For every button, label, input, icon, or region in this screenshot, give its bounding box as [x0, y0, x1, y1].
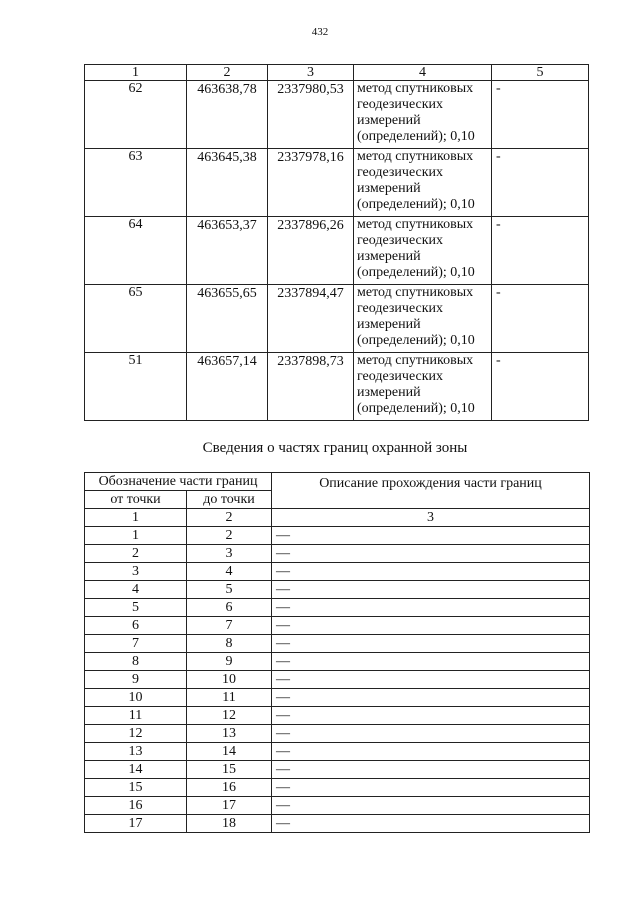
from-point-cell: 14: [85, 761, 187, 779]
point-number-cell: 51: [85, 353, 187, 421]
to-point-cell: 8: [187, 635, 272, 653]
method-line: (определений); 0,10: [357, 129, 475, 144]
from-point-cell: 12: [85, 725, 187, 743]
col5-cell: -: [492, 353, 589, 421]
from-point-cell: 15: [85, 779, 187, 797]
table-row: [85, 527, 590, 545]
col5-cell: -: [492, 81, 589, 149]
coordinates-table-body: [85, 65, 589, 421]
table-row: [85, 707, 590, 725]
from-point-cell: 8: [85, 653, 187, 671]
from-point-cell: 9: [85, 671, 187, 689]
y-coordinate-cell: 2337896,26: [268, 217, 354, 285]
col5-cell: -: [492, 285, 589, 353]
boundary-part-designation-header: Обозначение части границ: [85, 473, 272, 491]
table-row: [85, 599, 590, 617]
method-line: геодезических: [357, 233, 444, 248]
description-cell: —: [272, 635, 590, 653]
coordinates-table: [84, 64, 589, 421]
method-line: геодезических: [357, 369, 444, 384]
table-row: [85, 149, 589, 217]
description-cell: —: [272, 599, 590, 617]
table-row: [85, 563, 590, 581]
column-number-2: 2: [187, 65, 268, 81]
table-row: [85, 815, 590, 833]
from-point-cell: 10: [85, 689, 187, 707]
method-line: (определений); 0,10: [357, 401, 475, 416]
method-line: геодезических: [357, 97, 444, 112]
from-point-cell: 6: [85, 617, 187, 635]
method-line: (определений); 0,10: [357, 197, 475, 212]
to-point-cell: 18: [187, 815, 272, 833]
x-coordinate-cell: 463653,37: [187, 217, 268, 285]
method-line: метод спутниковых: [357, 353, 474, 368]
method-line: измерений: [357, 385, 421, 400]
y-coordinate-cell: 2337898,73: [268, 353, 354, 421]
description-cell: —: [272, 527, 590, 545]
boundary-parts-table: [84, 472, 590, 833]
method-line: измерений: [357, 249, 421, 264]
to-point-cell: 2: [187, 527, 272, 545]
table-row: [85, 545, 590, 563]
description-cell: —: [272, 797, 590, 815]
table-row: [85, 285, 589, 353]
to-point-cell: 7: [187, 617, 272, 635]
method-line: метод спутниковых: [357, 217, 474, 232]
to-point-cell: 5: [187, 581, 272, 599]
method-line: геодезических: [357, 165, 444, 180]
y-coordinate-cell: 2337978,16: [268, 149, 354, 217]
description-cell: —: [272, 815, 590, 833]
method-line: геодезических: [357, 301, 444, 316]
from-point-cell: 17: [85, 815, 187, 833]
to-point-cell: 17: [187, 797, 272, 815]
point-number-cell: 65: [85, 285, 187, 353]
table-row: [85, 635, 590, 653]
x-coordinate-cell: 463638,78: [187, 81, 268, 149]
column-number-5: 5: [492, 65, 589, 81]
page-number: 432: [311, 26, 329, 38]
to-point-cell: 16: [187, 779, 272, 797]
table-row: [85, 761, 590, 779]
to-point-cell: 6: [187, 599, 272, 617]
column-number-2: 2: [187, 509, 272, 527]
from-point-cell: 7: [85, 635, 187, 653]
coordinates-header-row: [85, 65, 589, 81]
table-row: [85, 797, 590, 815]
point-number-cell: 63: [85, 149, 187, 217]
method-line: (определений); 0,10: [357, 333, 475, 348]
from-point-cell: 5: [85, 599, 187, 617]
table-row: [85, 81, 589, 149]
method-cell: [354, 217, 492, 285]
x-coordinate-cell: 463655,65: [187, 285, 268, 353]
method-cell: [354, 353, 492, 421]
y-coordinate-cell: 2337894,47: [268, 285, 354, 353]
parts-number-row: [85, 509, 590, 527]
x-coordinate-cell: 463645,38: [187, 149, 268, 217]
to-point-cell: 12: [187, 707, 272, 725]
parts-header-row-1: [85, 473, 590, 491]
method-cell: [354, 285, 492, 353]
boundary-description-header: Описание прохождения части границ: [272, 473, 590, 509]
table-row: [85, 217, 589, 285]
table-row: [85, 779, 590, 797]
to-point-cell: 9: [187, 653, 272, 671]
method-line: метод спутниковых: [357, 149, 474, 164]
description-cell: —: [272, 743, 590, 761]
table-row: [85, 725, 590, 743]
to-point-cell: 13: [187, 725, 272, 743]
y-coordinate-cell: 2337980,53: [268, 81, 354, 149]
description-cell: —: [272, 653, 590, 671]
method-line: измерений: [357, 113, 421, 128]
description-cell: —: [272, 689, 590, 707]
description-cell: —: [272, 581, 590, 599]
description-cell: —: [272, 671, 590, 689]
column-number-1: 1: [85, 509, 187, 527]
description-cell: —: [272, 545, 590, 563]
to-point-cell: 10: [187, 671, 272, 689]
from-point-cell: 11: [85, 707, 187, 725]
x-coordinate-cell: 463657,14: [187, 353, 268, 421]
to-point-cell: 11: [187, 689, 272, 707]
to-point-cell: 4: [187, 563, 272, 581]
col5-cell: -: [492, 149, 589, 217]
from-point-cell: 1: [85, 527, 187, 545]
column-number-4: 4: [354, 65, 492, 81]
method-line: (определений); 0,10: [357, 265, 475, 280]
from-point-cell: 3: [85, 563, 187, 581]
to-point-cell: 14: [187, 743, 272, 761]
point-number-cell: 64: [85, 217, 187, 285]
column-number-3: 3: [272, 509, 590, 527]
from-point-cell: 13: [85, 743, 187, 761]
table-row: [85, 671, 590, 689]
table-row: [85, 653, 590, 671]
method-cell: [354, 81, 492, 149]
description-cell: —: [272, 707, 590, 725]
table-row: [85, 581, 590, 599]
from-point-header: от точки: [85, 491, 187, 509]
from-point-cell: 16: [85, 797, 187, 815]
col5-cell: -: [492, 217, 589, 285]
from-point-cell: 4: [85, 581, 187, 599]
to-point-header: до точки: [187, 491, 272, 509]
from-point-cell: 2: [85, 545, 187, 563]
description-cell: —: [272, 563, 590, 581]
point-number-cell: 62: [85, 81, 187, 149]
section-title: Сведения о частях границ охранной зоны: [202, 440, 468, 456]
method-line: измерений: [357, 181, 421, 196]
column-number-1: 1: [85, 65, 187, 81]
column-number-3: 3: [268, 65, 354, 81]
boundary-parts-table-body: [85, 473, 590, 833]
to-point-cell: 15: [187, 761, 272, 779]
description-cell: —: [272, 779, 590, 797]
to-point-cell: 3: [187, 545, 272, 563]
table-row: [85, 689, 590, 707]
table-row: [85, 617, 590, 635]
method-line: метод спутниковых: [357, 285, 474, 300]
description-cell: —: [272, 617, 590, 635]
method-line: метод спутниковых: [357, 81, 474, 96]
method-line: измерений: [357, 317, 421, 332]
description-cell: —: [272, 761, 590, 779]
table-row: [85, 743, 590, 761]
method-cell: [354, 149, 492, 217]
description-cell: —: [272, 725, 590, 743]
table-row: [85, 353, 589, 421]
